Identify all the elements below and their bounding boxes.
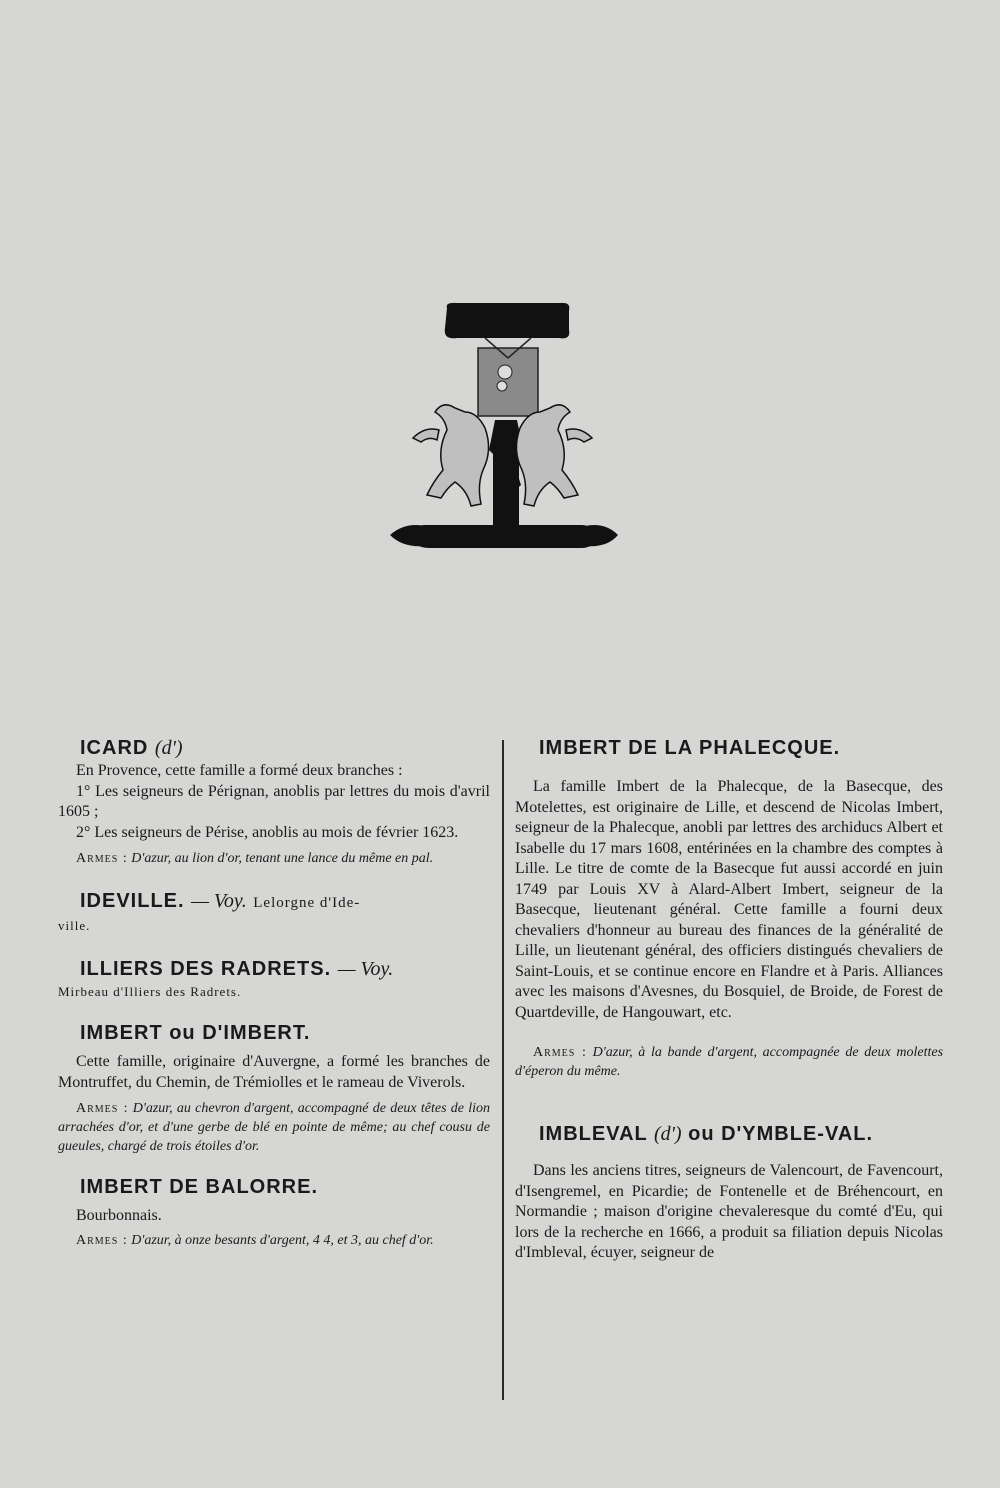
icard-intro: En Provence, cette famille a formé deux branches : [76,762,403,779]
imbert-text: Cette famille, originaire d'Auvergne, a formé les branches de Montruffet, du Chemin, de Trémiolles et le rameau de Viverols. [58,1053,490,1091]
icard-branch-1: 1° Les seigneurs de Pérignan, anoblis par lettres du mois d'avril 1605 ; [58,782,490,820]
icard-armes: Armes : D'azur, au lion d'or, tenant une lance du même en pal. [76,851,434,866]
entry-title-icard: ICARD (d') [80,737,183,759]
entry-title-imbert-de-la-phalecque: IMBERT DE LA PHALECQUE. [539,737,841,759]
imbert-armes: Armes : D'azur, au chevron d'argent, accompagné de deux têtes de lion arrachées d'or, et d'une gerbe de blé en pointe de même; au chef cousu de gueules, chargé de trois étoiles d'or. [58,1101,491,1154]
entry-title-illiers: ILLIERS DES RADRETS. — Voy. [80,958,394,980]
phalecque-text: La famille Imbert de la Phalecque, de la Basecque, des Motelettes, est originaire de Lille, et descend de Nicolas Imbert, seigneur de la Phalecque, anobli par lettres des archiducs Albert et Isabelle du 17 mars 1608, entérinées en la chambre des comptes à Lille. Le titre de comte de la Basecque fut aussi accordé en juin 1749 par Louis XV à Alard-Albert Imbert, seigneur de la Basecque, lieutenant général. Cette famille a fourni deux chevaliers d'honneur au bureau des finances de la généralité de Lille, un lieutenant général, des officiers distingués chevaliers de Saint-Louis, et se continue encore en Flandre et à Paris. Alliances avec les maisons d'Avesnes, du Bosquiel, de Broide, de Forest de Quartdeville, de Hangouwart, etc. [515,778,943,1021]
ornamental-initial-i [385,300,620,555]
balorre-armes: Armes : D'azur, à onze besants d'argent, 4 4, et 3, au chef d'or. [76,1232,434,1248]
column-divider [502,740,504,1400]
ideville-ref-continued: ville. [58,918,91,933]
phalecque-armes: Armes : D'azur, à la bande d'argent, accompagnée de deux molettes d'éperon du même. [515,1045,944,1079]
entry-title-imbert-de-balorre: IMBERT DE BALORRE. [80,1176,318,1198]
balorre-text: Bourbonnais. [76,1207,162,1224]
entry-title-ideville: IDEVILLE. — Voy. Lelorgne d'Ide- [80,890,361,912]
entry-title-imbert: IMBERT ou D'IMBERT. [80,1022,311,1044]
right-column [515,735,943,1264]
illiers-ref: Mirbeau d'Illiers des Radrets. [58,984,242,999]
imbleval-text: Dans les anciens titres, seigneurs de Valencourt, de Favencourt, d'Isengremel, en Picardie; de Fontenelle et de Bréhencourt, en Normandie ; maison d'origine chevaleresque du comté d'Eu, qui lors de la recherche en 1666, a produit sa filiation depuis Nicolas d'Imbleval, écuyer, seigneur de [515,1162,943,1261]
entry-title-imbleval: IMBLEVAL (d') ou D'YMBLE-VAL. [539,1123,874,1145]
left-column [58,735,490,1250]
icard-branch-2: 2° Les seigneurs de Périse, anoblis au mois de février 1623. [76,823,459,841]
